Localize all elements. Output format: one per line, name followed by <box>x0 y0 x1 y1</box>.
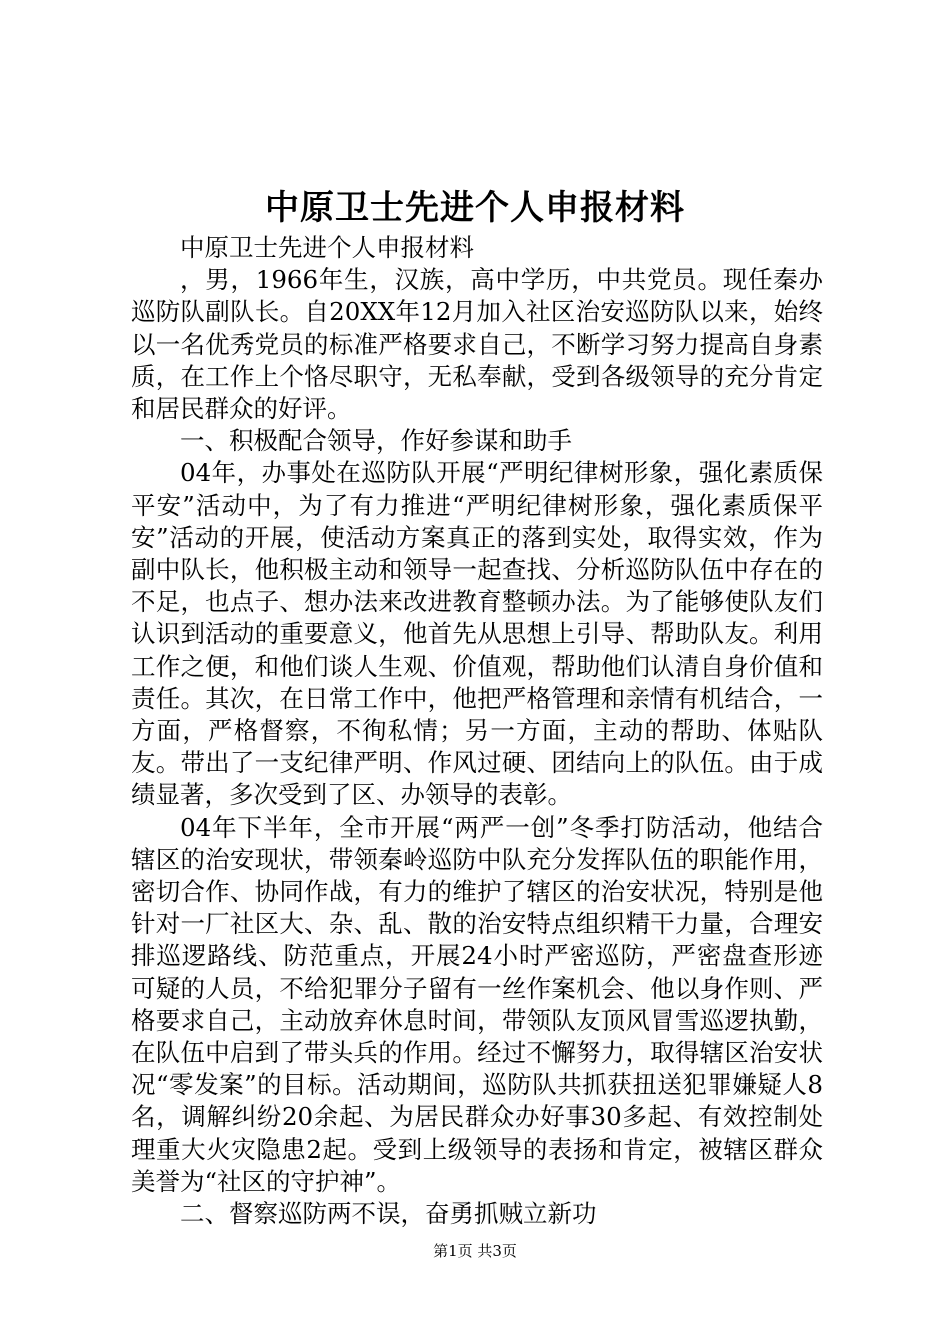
paragraph-section-1-b: 04年下半年，全市开展“两严一创”冬季打防活动，他结合辖区的治安现状，带领秦岭巡防中队充分发挥队伍的职能作用，密切合作、协同作战，有力的维护了辖区的治安状况，特别是他针对一厂社区大、杂、乱、散的治安特点组织精干力量，合理安排巡逻路线、防范重点，开展24小时严密巡防，严密盘查形迹可疑的人员，不给犯罪分子留有一丝作案机会、他以身作则、严格要求自己，主动放弃休息时间，带领队友顶风冒雪巡逻执勤，在队伍中启到了带头兵的作用。经过不懈努力，取得辖区治安状况“零发案”的目标。活动期间，巡防队共抓获扭送犯罪嫌疑人8名，调解纠纷20余起、为居民群众办好事30多起、有效控制处理重大火灾隐患2起。受到上级领导的表扬和肯定，被辖区群众美誉为“社区的守护神”。 <box>131 812 823 1196</box>
paragraph-section-1-a: 04年，办事处在巡防队开展“严明纪律树形象，强化素质保平安”活动中，为了有力推进“严明纪律树形象，强化素质保平安”活动的开展，使活动方案真正的落到实处，取得实效，作为副中队长，他积极主动和领导一起查找、分析巡防队伍中存在的不足，也点子、想办法来改进教育整顿办法。为了能够使队友们认识到活动的重要意义，他首先从思想上引导、帮助队友。利用工作之便，和他们谈人生观、价值观，帮助他们认清自身价值和责任。其次，在日常工作中，他把严格管理和亲情有机结合，一方面，严格督察，不徇私情；另一方面，主动的帮助、体贴队友。带出了一支纪律严明、作风过硬、团结向上的队伍。由于成绩显著，多次受到了区、办领导的表彰。 <box>131 458 823 810</box>
document-title: 中原卫士先进个人申报材料 <box>265 188 685 228</box>
section-heading-2: 二、督察巡防两不误，奋勇抓贼立新功 <box>180 1199 597 1229</box>
paragraph-subtitle: 中原卫士先进个人申报材料 <box>180 233 474 262</box>
section-heading-1: 一、积极配合领导，作好参谋和助手 <box>180 426 572 456</box>
document-body <box>131 232 823 1230</box>
paragraph-intro: ，男，1966年生，汉族，高中学历，中共党员。现任秦办巡防队副队长。自20XX年12月加入社区治安巡防队以来，始终以一名优秀党员的标准严格要求自己，不断学习努力提高自身素质，在工作上个恪尽职守，无私奉献，受到各级领导的充分肯定和居民群众的好评。 <box>131 265 823 424</box>
page-footer: 第1页 共3页 <box>433 1242 517 1260</box>
